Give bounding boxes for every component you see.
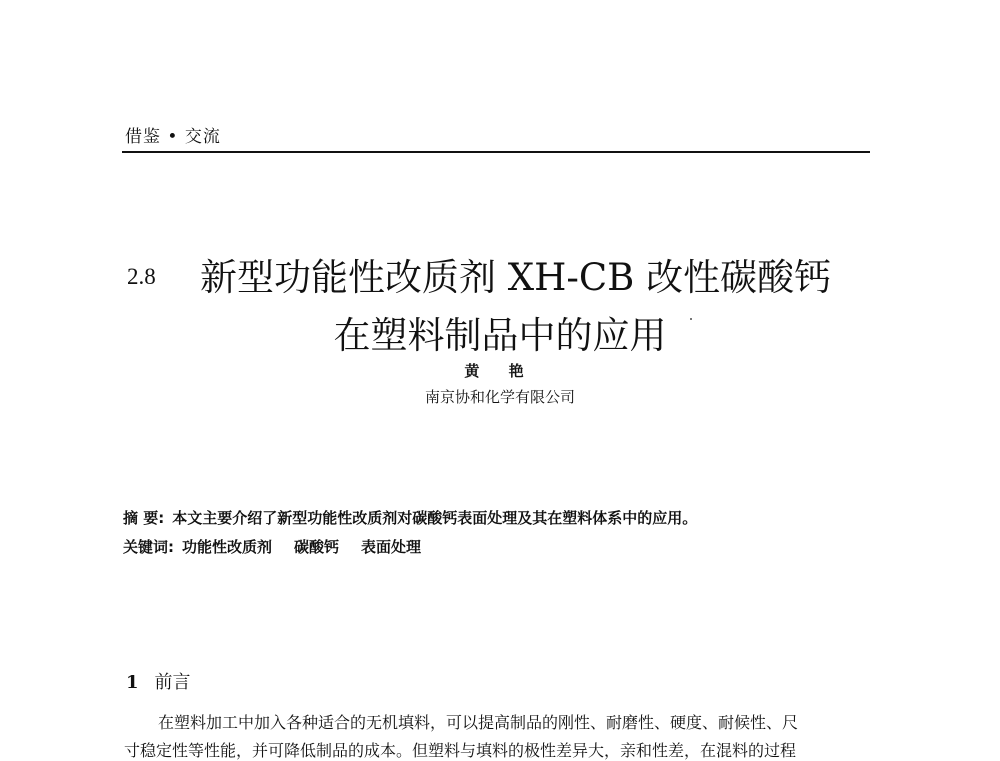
paragraph-line: 寸稳定性等性能，并可降低制品的成本。但塑料与填料的极性差异大，亲和性差，在混料的过程 <box>124 741 797 760</box>
abstract-label: 摘 要: <box>123 509 165 527</box>
running-header: 借鉴 • 交流 <box>125 127 221 147</box>
abstract-text: 本文主要介绍了新型功能性改质剂对碳酸钙表面处理及其在塑料体系中的应用。 <box>172 509 698 527</box>
section-heading-title: 前言 <box>154 672 191 693</box>
author: 黄 艳 <box>464 362 536 380</box>
abstract <box>123 507 697 528</box>
keywords <box>123 536 443 557</box>
affiliation: 南京协和化学有限公司 <box>424 388 575 406</box>
header-rule <box>122 151 870 153</box>
keywords-label: 关键词: <box>123 538 174 556</box>
keyword-item: 碳酸钙 <box>294 538 340 556</box>
section-heading <box>126 668 191 694</box>
section-heading-number: 1 <box>126 672 139 693</box>
keyword-item: 表面处理 <box>361 538 422 556</box>
paragraph-line: 在塑料加工中加入各种适合的无机填料，可以提高制品的刚性、耐磨性、硬度、耐候性、尺 <box>158 713 799 732</box>
section-number: 2.8 <box>127 264 156 289</box>
paper-title-line2: 在塑料制品中的应用 <box>333 314 667 357</box>
keyword-item: 功能性改质剂 <box>182 538 273 556</box>
scan-speck <box>690 318 692 320</box>
paper-title-line1: 新型功能性改质剂 XH-CB 改性碳酸钙 <box>200 256 832 299</box>
